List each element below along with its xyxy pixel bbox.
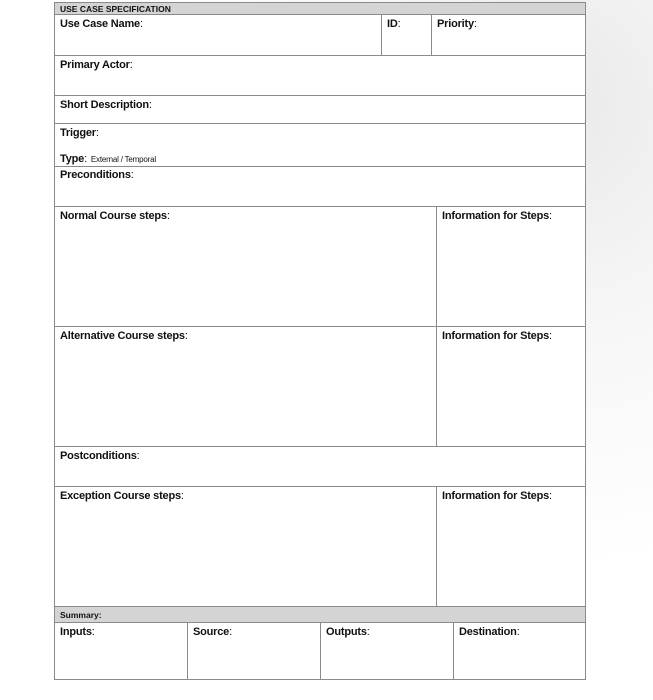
exception-course-field[interactable]: [55, 487, 436, 606]
priority-field[interactable]: [431, 15, 585, 55]
short-description-field[interactable]: [55, 96, 585, 124]
source-label: Source:: [193, 626, 232, 638]
row-alternative-course: [55, 327, 585, 447]
inputs-field[interactable]: [55, 623, 187, 679]
summary-label: Summary:: [60, 610, 102, 620]
primary-actor-label: Primary Actor:: [60, 59, 133, 71]
use-case-name-field[interactable]: [55, 15, 381, 55]
id-field[interactable]: [381, 15, 431, 55]
preconditions-field[interactable]: [55, 167, 585, 207]
alternative-course-label: Alternative Course steps:: [60, 330, 188, 342]
form-title: USE CASE SPECIFICATION: [60, 4, 171, 14]
alternative-course-field[interactable]: [55, 327, 436, 446]
row-exception-course: [55, 487, 585, 607]
destination-field[interactable]: [453, 623, 585, 679]
type-label: Type: External / Temporal: [60, 153, 156, 165]
exception-info-label: Information for Steps:: [442, 490, 552, 502]
outputs-field[interactable]: [320, 623, 453, 679]
postconditions-field[interactable]: [55, 447, 585, 487]
normal-course-label: Normal Course steps:: [60, 210, 170, 222]
source-field[interactable]: [187, 623, 320, 679]
alternative-info-label: Information for Steps:: [442, 330, 552, 342]
postconditions-label: Postconditions:: [60, 450, 140, 462]
normal-info-field[interactable]: [436, 207, 585, 326]
destination-label: Destination:: [459, 626, 520, 638]
exception-course-label: Exception Course steps:: [60, 490, 184, 502]
trigger-label: Trigger:: [60, 127, 99, 139]
use-case-form: [54, 2, 586, 680]
normal-info-label: Information for Steps:: [442, 210, 552, 222]
use-case-name-label: Use Case Name:: [60, 18, 143, 30]
normal-course-field[interactable]: [55, 207, 436, 326]
preconditions-label: Preconditions:: [60, 169, 134, 181]
row-use-case-name: [55, 15, 585, 56]
primary-actor-field[interactable]: [55, 56, 585, 96]
inputs-label: Inputs:: [60, 626, 95, 638]
short-description-label: Short Description:: [60, 99, 152, 111]
exception-info-field[interactable]: [436, 487, 585, 606]
summary-bar: [55, 607, 585, 623]
alternative-info-field[interactable]: [436, 327, 585, 446]
id-label: ID:: [387, 18, 401, 30]
priority-label: Priority:: [437, 18, 477, 30]
row-summary-fields: [55, 623, 585, 679]
type-values: External / Temporal: [90, 155, 156, 164]
row-normal-course: [55, 207, 585, 327]
trigger-field[interactable]: [55, 124, 585, 167]
form-header-bar: [55, 3, 585, 15]
outputs-label: Outputs:: [326, 626, 370, 638]
